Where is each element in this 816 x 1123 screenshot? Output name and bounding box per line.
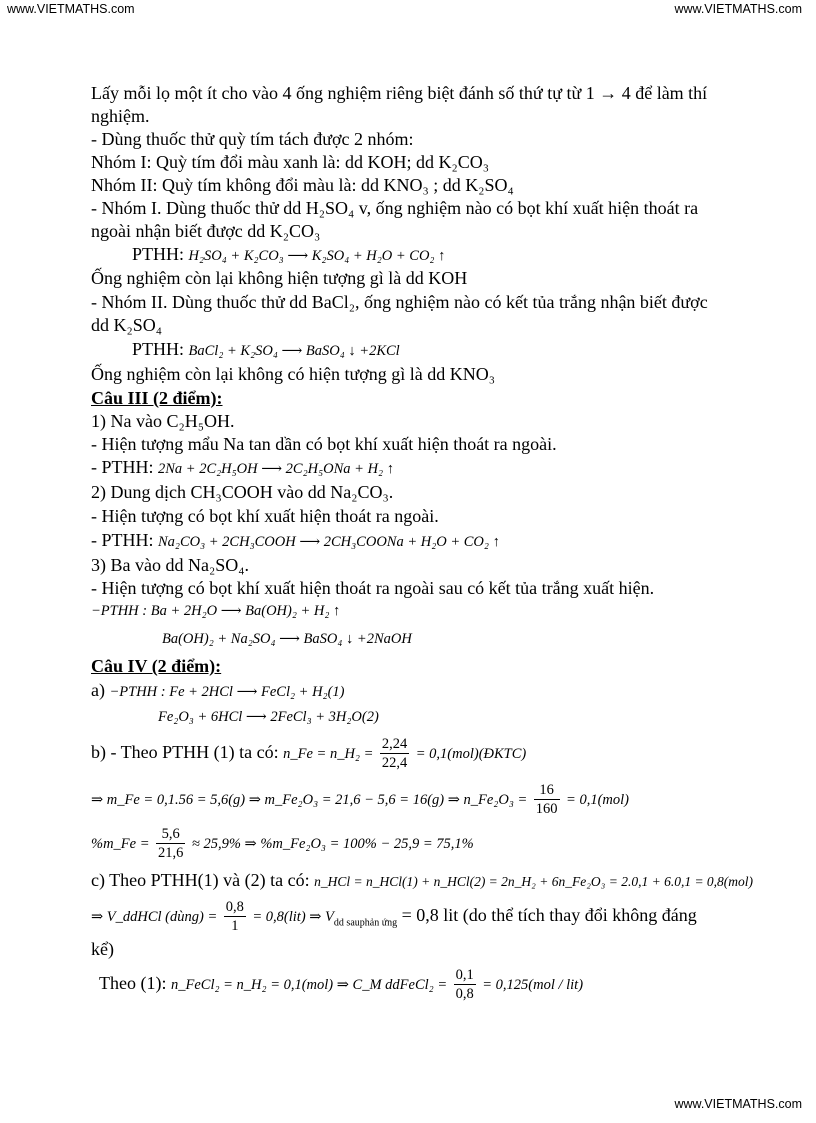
fraction-denominator: 21,6 (158, 845, 184, 862)
equation-line (91, 898, 697, 941)
equation: Na₂CO₃ + 2CH₃COOH ⟶ 2CH₃COONa + H₂O + CO₂ ↑ (158, 534, 500, 550)
fraction-denominator: 22,4 (381, 755, 408, 772)
text-line: Nhóm II: Quỳ tím không đổi màu là: dd KNO₃ ; dd K₂SO₄ (91, 175, 514, 195)
text-line: 2) Dung dịch CH₃COOH vào dd Na₂CO₃. (91, 482, 394, 502)
text-line: - Dùng thuốc thử quỳ tím tách được 2 nhóm: (91, 129, 414, 149)
equation: = 0,1(mol) (566, 792, 629, 808)
equation: −PTHH : Fe + 2HCl ⟶ FeCl₂ + H₂(1) (109, 684, 345, 700)
equation: = 0,125(mol / lit) (482, 977, 584, 993)
fraction-numerator: 2,24 (381, 736, 408, 753)
equation-label: b) - Theo PTHH (1) ta có: (91, 742, 279, 762)
text-line: Nhóm I: Quỳ tím đổi màu xanh là: dd KOH; dd K₂CO₃ (91, 152, 490, 172)
text-line: - Hiện tượng có bọt khí xuất hiện thoát ra ngoài sau có kết tủa trắng xuất hiện. (91, 578, 655, 598)
fraction (380, 735, 409, 772)
text-segment: = 0,8 lit (do thể tích thay đổi không đáng (401, 905, 697, 925)
section-heading-cau-iii: Câu III (2 điểm): (91, 388, 223, 408)
equation-label: Theo (1): (99, 973, 167, 993)
equation-line (91, 781, 629, 818)
section-heading-cau-iv: Câu IV (2 điểm): (91, 656, 222, 676)
text-line: Ống nghiệm còn lại không có hiện tượng gì là dd KNO₃ (91, 364, 495, 384)
equation-label: PTHH: (132, 339, 185, 359)
equation-line (91, 735, 526, 772)
header-right-site-url: www.VIETMATHS.com (674, 2, 802, 16)
text-line: dd K₂SO₄ (91, 315, 163, 335)
text-line: 1) Na vào C₂H₅OH. (91, 411, 235, 431)
fraction-denominator: 0,8 (455, 986, 474, 1003)
equation: 2Na + 2C₂H₅OH ⟶ 2C₂H₅ONa + H₂ ↑ (158, 461, 394, 477)
equation-label: PTHH: (132, 244, 185, 264)
equation: = 0,1(mol)(ĐKTC) (415, 746, 527, 762)
equation: n_Fe = n_H₂ = (283, 746, 374, 762)
equation: n_HCl = n_HCl(1) + n_HCl(2) = 2n_H₂ + 6n_Fe₂O₃ = 2.0,1 + 6.0,1 = 0,8(mol) (314, 874, 754, 889)
volume-subscript: dd sauphản ứng (333, 917, 398, 929)
fraction-denominator: 1 (231, 918, 239, 935)
equation: = 0,8(lit) ⇒ V (252, 909, 334, 925)
text-line: kể) (91, 939, 114, 959)
equation-line (91, 825, 474, 862)
equation-label: a) (91, 680, 105, 700)
equation-label: c) Theo PTHH(1) và (2) ta có: (91, 870, 310, 890)
equation-label: - PTHH: (91, 530, 154, 550)
text-line: nghiệm. (91, 106, 150, 126)
equation: −PTHH : Ba + 2H₂O ⟶ Ba(OH)₂ + H₂ ↑ (91, 603, 341, 619)
equation: n_FeCl₂ = n_H₂ = 0,1(mol) ⇒ C_M ddFeCl₂ = (170, 977, 448, 993)
fraction-numerator: 0,8 (225, 899, 244, 916)
text-line: Ống nghiệm còn lại không hiện tượng gì là dd KOH (91, 268, 468, 288)
fraction-numerator: 5,6 (156, 825, 185, 844)
equation: Ba(OH)₂ + Na₂SO₄ ⟶ BaSO₄ ↓ +2NaOH (162, 631, 412, 647)
equation: ≈ 25,9% ⇒ %m_Fe₂O₃ = 100% − 25,9 = 75,1% (191, 836, 474, 852)
equation: BaCl₂ + K₂SO₄ ⟶ BaSO₄ ↓ +2KCl (188, 343, 400, 359)
equation: ⇒ m_Fe = 0,1.56 = 5,6(g) ⇒ m_Fe₂O₃ = 21,6 − 5,6 = 16(g) ⇒ n_Fe₂O₃ = (91, 792, 528, 808)
text-line: - Hiện tượng có bọt khí xuất hiện thoát ra ngoài. (91, 506, 439, 526)
equation-line (91, 529, 500, 553)
equation: H₂SO₄ + K₂CO₃ ⟶ K₂SO₄ + H₂O + CO₂ ↑ (188, 248, 446, 264)
text-line: - Nhóm I. Dùng thuốc thử dd H₂SO₄ v, ống nghiệm nào có bọt khí xuất hiện thoát ra (91, 198, 699, 218)
equation-line (91, 869, 753, 893)
equation-line (132, 338, 400, 362)
equation-line (132, 243, 445, 267)
equation-line (99, 966, 583, 1003)
fraction (224, 898, 246, 935)
equation-label: - PTHH: (91, 457, 154, 477)
text-line: 3) Ba vào dd Na₂SO₄. (91, 555, 250, 575)
text-line: - Hiện tượng mẩu Na tan dần có bọt khí xuất hiện thoát ra ngoài. (91, 434, 557, 454)
fraction-numerator: 0,1 (455, 967, 474, 984)
equation-line (91, 456, 394, 480)
equation: %m_Fe = (91, 836, 150, 852)
footer-site-url: www.VIETMATHS.com (674, 1097, 802, 1111)
text-line: - Nhóm II. Dùng thuốc thử dd BaCl₂, ống nghiệm nào có kết tủa trắng nhận biết được (91, 292, 708, 312)
equation: ⇒ V_ddHCl (dùng) = (91, 909, 218, 925)
equation: Fe₂O₃ + 6HCl ⟶ 2FeCl₃ + 3H₂O(2) (158, 709, 379, 725)
fraction (156, 825, 185, 862)
fraction-denominator: 160 (535, 801, 558, 818)
fraction-numerator: 16 (534, 781, 560, 800)
header-left-site-url: www.VIETMATHS.com (7, 2, 135, 16)
equation-line (91, 679, 345, 703)
text-line: ngoài nhận biết được dd K₂CO₃ (91, 221, 321, 241)
fraction (534, 781, 560, 818)
text-line: Lấy mỗi lọ một ít cho vào 4 ống nghiệm riêng biệt đánh số thứ tự từ 1 → 4 để làm thí (91, 83, 708, 103)
fraction (454, 966, 476, 1003)
